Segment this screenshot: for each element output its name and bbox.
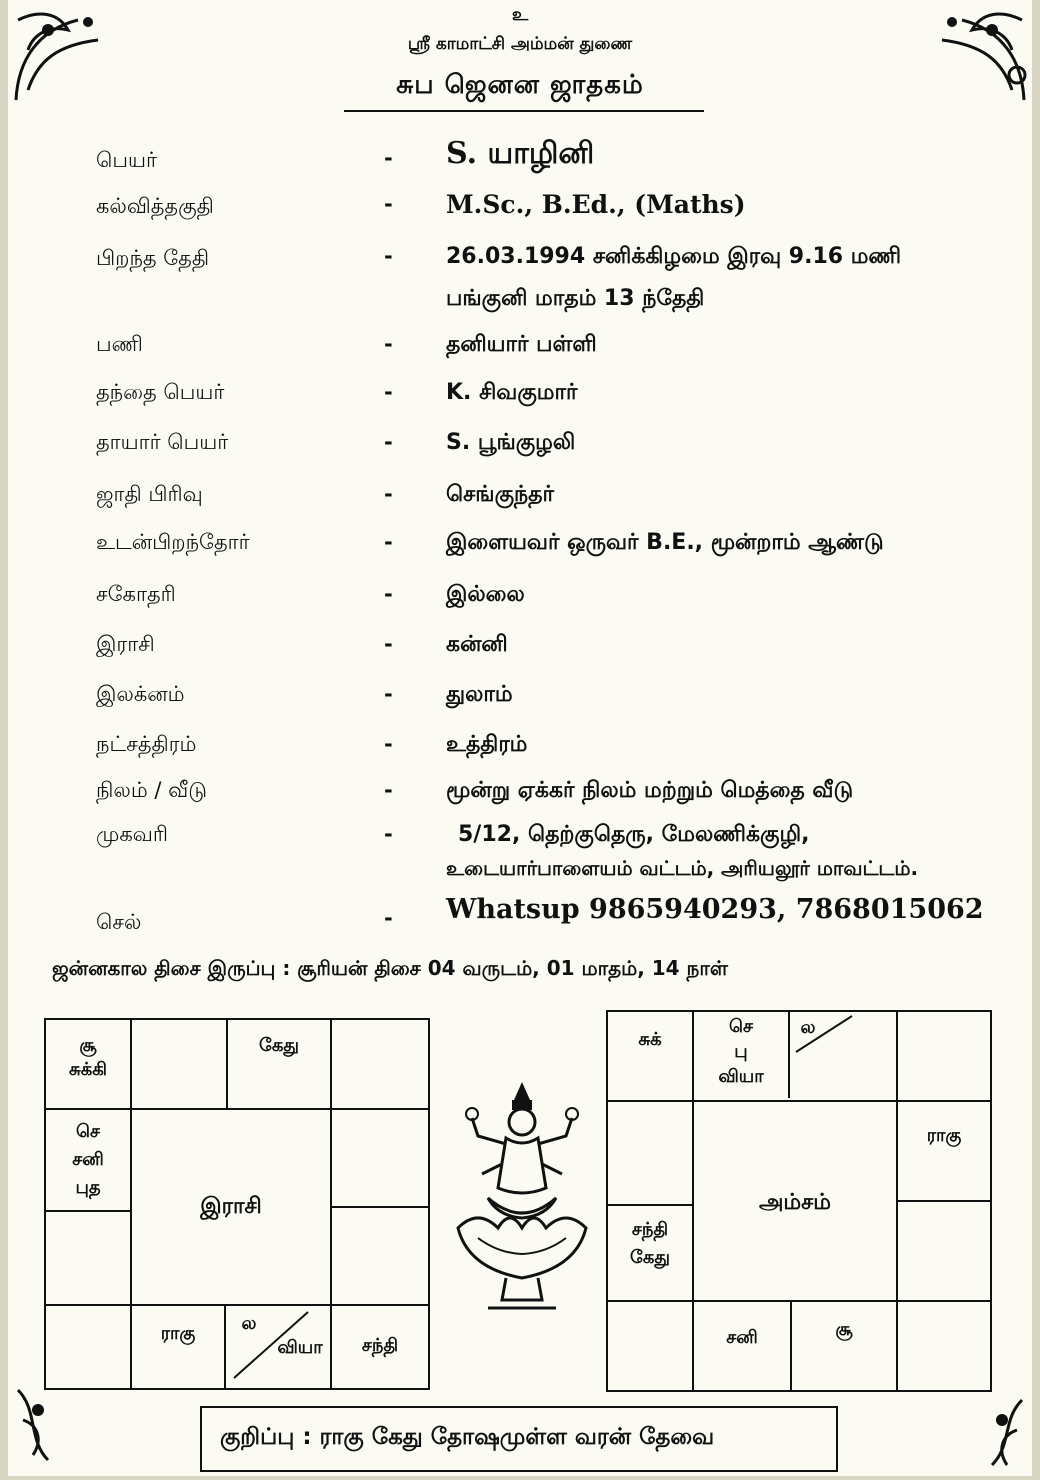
detail-value: 5/12, தெற்குதெரு, மேலணிக்குழி,: [458, 822, 810, 847]
detail-row-father: [8, 380, 1032, 420]
detail-value: இளையவர் ஒருவர் B.E., மூன்றாம் ஆண்டு: [446, 530, 884, 555]
detail-value: S. யாழினி: [446, 136, 595, 171]
detail-separator: -: [384, 582, 393, 606]
detail-value: கன்னி: [446, 632, 508, 657]
detail-row-property: [8, 778, 1032, 818]
detail-label: பணி: [96, 332, 143, 356]
detail-row-sister: [8, 582, 1032, 622]
detail-value: இல்லை: [446, 582, 525, 607]
detail-label: பிறந்த தேதி: [96, 246, 210, 270]
detail-row-rasi: [8, 632, 1032, 672]
blessing-line: ஸ்ரீ காமாட்சி அம்மன் துணை: [407, 34, 633, 54]
detail-separator: -: [384, 332, 393, 356]
amsam-cell-12: சூ: [835, 1319, 853, 1340]
dasa-balance: ஜன்னகால திசை இருப்பு : சூரியன் திசை 04 வருடம், 01 மாதம், 14 நாள்: [52, 956, 728, 980]
detail-row-lagnam: [8, 682, 1032, 722]
amsam-cell-9: சந்தி கேது: [630, 1219, 670, 1268]
detail-separator: -: [384, 906, 393, 930]
detail-row-education: [8, 190, 1032, 230]
rasi-center-label: இராசி: [200, 1194, 262, 1219]
rasi-cell-10: ராகு: [160, 1323, 196, 1344]
amsam-cell-11: சனி: [726, 1327, 758, 1348]
rasi-cell-3: கேது: [259, 1035, 299, 1056]
detail-label: இலக்னம்: [96, 682, 185, 706]
detail-separator: -: [384, 430, 393, 454]
detail-value-secondary: உடையார்பாளையம் வட்டம், அரியலூர் மாவட்டம்.: [446, 856, 919, 880]
detail-value: K. சிவகுமார்: [446, 380, 578, 405]
detail-value: செங்குந்தர்: [446, 482, 554, 507]
detail-separator: -: [384, 822, 393, 846]
detail-value: துலாம்: [446, 682, 513, 707]
lakshmi-lotus-icon: [448, 1078, 596, 1314]
amsam-cell-3-lagna: ல: [800, 1017, 816, 1038]
amsam-cell-1: சுக்: [638, 1029, 662, 1050]
detail-label: உடன்பிறந்தோர்: [96, 530, 250, 554]
detail-row-mother: [8, 430, 1032, 470]
amsam-center-label: அம்சம்: [758, 1190, 832, 1215]
detail-value: உத்திரம்: [446, 732, 528, 757]
corner-ornament-icon: [952, 1390, 1032, 1476]
amsam-cell-8: ராகு: [926, 1125, 962, 1146]
detail-separator: -: [384, 632, 393, 656]
corner-ornament-icon: [8, 1380, 78, 1470]
detail-separator: -: [384, 244, 393, 268]
detail-label: ஜாதி பிரிவு: [96, 482, 203, 506]
detail-value-secondary: பங்குனி மாதம் 13 ந்தேதி: [446, 286, 705, 311]
detail-row-name: [8, 136, 1032, 182]
detail-row-birth: [8, 242, 1032, 322]
detail-row-siblings: [8, 530, 1032, 570]
detail-row-job: [8, 332, 1032, 372]
detail-row-star: [8, 732, 1032, 772]
amsam-cell-2: செ பு வியா: [718, 1016, 764, 1087]
title-underline: [344, 110, 704, 112]
page-title: சுப ஜெனன ஜாதகம்: [396, 70, 644, 100]
detail-value: M.Sc., B.Ed., (Maths): [446, 190, 746, 219]
detail-separator: -: [384, 146, 393, 170]
rasi-cell-1: சூ சுக்கி: [68, 1035, 107, 1080]
detail-separator: -: [384, 778, 393, 802]
detail-label: தந்தை பெயர்: [96, 380, 225, 404]
rasi-cell-11-lagna: ல: [241, 1313, 257, 1334]
detail-value: 26.03.1994 சனிக்கிழமை இரவு 9.16 மணி: [446, 244, 902, 269]
detail-separator: -: [384, 732, 393, 756]
horoscope-page: [8, 0, 1032, 1476]
detail-label: முகவரி: [96, 822, 168, 846]
detail-value: S. பூங்குழலி: [446, 430, 576, 455]
detail-label: தாயார் பெயர்: [96, 430, 229, 454]
detail-row-caste: [8, 482, 1032, 522]
detail-separator: -: [384, 380, 393, 404]
rasi-chart: [44, 1018, 430, 1390]
detail-row-phone: [8, 894, 1032, 940]
rasi-cell-5: செ சனி புத: [72, 1121, 104, 1198]
detail-value: தனியார் பள்ளி: [446, 332, 597, 357]
detail-separator: -: [384, 192, 393, 216]
detail-label: நட்சத்திரம்: [96, 732, 197, 756]
detail-label: சகோதரி: [96, 582, 176, 606]
detail-label: பெயர்: [96, 148, 157, 172]
rasi-cell-11: வியா: [277, 1337, 323, 1358]
amsam-chart: [606, 1010, 992, 1392]
note-text: குறிப்பு : ராகு கேது தோஷமுள்ள வரன் தேவை: [220, 1424, 715, 1450]
detail-label: செல்: [96, 910, 142, 934]
note-box: [200, 1406, 838, 1472]
detail-row-address: [8, 822, 1032, 892]
rasi-cell-12: சந்தி: [361, 1335, 399, 1356]
detail-separator: -: [384, 530, 393, 554]
pillaiyar-suzhi: உ: [511, 4, 529, 25]
detail-label: இராசி: [96, 632, 155, 656]
detail-value: Whatsup 9865940293, 7868015062: [446, 894, 984, 925]
detail-label: நிலம் / வீடு: [96, 778, 207, 802]
detail-separator: -: [384, 682, 393, 706]
detail-separator: -: [384, 482, 393, 506]
detail-label: கல்வித்தகுதி: [96, 194, 214, 218]
detail-value: மூன்று ஏக்கர் நிலம் மற்றும் மெத்தை வீடு: [446, 778, 854, 803]
